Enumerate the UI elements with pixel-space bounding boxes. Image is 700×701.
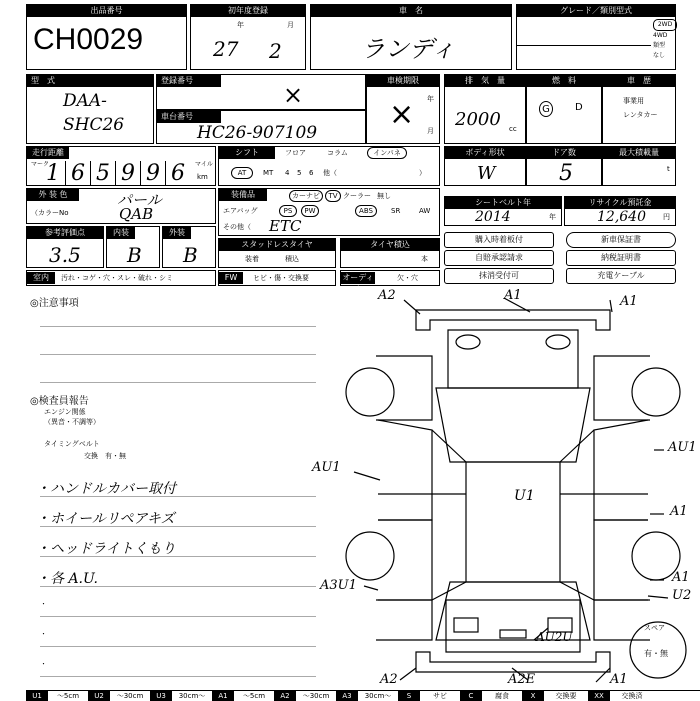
inspection-month-unit: 月 [427, 127, 434, 135]
studless-unit: 本 [421, 255, 428, 263]
reg-no-value: × [283, 81, 304, 109]
audio-options: 欠・穴 [397, 274, 418, 282]
model-value-1: DAA- [63, 91, 107, 111]
interior-value: B [127, 243, 142, 267]
legend-value: ～30cm [116, 692, 144, 700]
recycle-unit: 円 [663, 213, 670, 221]
right-fender [594, 356, 650, 420]
studless-loaded: 積込 [285, 255, 299, 263]
body-value: W [477, 163, 496, 184]
damage-label-right-rear: U2 [672, 588, 692, 603]
shift-at: AT [231, 167, 253, 179]
bullet-dot: ・ [40, 630, 47, 638]
lot-number: CH0029 [33, 23, 144, 56]
timing-value: 交換 有・無 [84, 452, 126, 460]
legend-value: ～30cm [302, 692, 330, 700]
legend-value: 腐食 [495, 692, 509, 700]
legend-key: A3 [336, 691, 358, 701]
hood [448, 330, 578, 388]
report-item: ・ホイールリペアキズ [36, 511, 175, 527]
shift-other-close: ） [419, 169, 426, 177]
plate [500, 630, 526, 638]
wheel-rear-left [346, 532, 394, 580]
drive-2wd: 2WD [653, 19, 677, 31]
engine-label: エンジン関係 [44, 408, 86, 416]
left-rear-door [378, 520, 432, 600]
model-label: 型 式 [27, 75, 153, 87]
equip-aw: AW [419, 207, 431, 215]
history-rental: レンタカー [623, 111, 658, 119]
history-label: 車 歴 [603, 75, 675, 87]
shift-6: 6 [309, 169, 314, 177]
lot-label: 出品番号 [27, 5, 186, 17]
interior-cond: 汚れ・コゲ・穴・スレ・破れ・シミ [61, 274, 173, 282]
equip-label: 装備品 [219, 189, 267, 201]
legend-value: 交換済 [621, 692, 643, 700]
model-value-2: SHC26 [63, 115, 125, 135]
equip-cooler: クーラー [343, 192, 371, 200]
exterior-label: 外 装 色 [27, 189, 79, 201]
equip-pw: PW [301, 205, 319, 217]
capacity-label: 最大積載量 [603, 147, 675, 159]
seatbelt-unit: 年 [549, 213, 556, 221]
mileage-digit: 6 [171, 161, 185, 186]
damage-label-front-left: A2 [378, 288, 396, 303]
equip-tv: TV [325, 190, 341, 202]
fw-options: ヒビ・傷・交換要 [253, 274, 309, 282]
doc-insurance: 自賠承認請求 [444, 250, 554, 266]
inspector-label: ◎検査員報告 [30, 396, 89, 407]
report-item: ・ハンドルカバー取付 [36, 481, 176, 497]
legend-value: 30cm～ [178, 692, 206, 700]
legend-key: S [398, 691, 420, 701]
chassis-value: HC26-907109 [197, 123, 318, 143]
legend-value: 30cm～ [364, 692, 392, 700]
chassis-label: 車台番号 [157, 111, 221, 123]
exterior-grade-value: B [183, 243, 198, 267]
seatbelt-label: シートベルト年 [445, 197, 561, 209]
doors-label: ドア数 [527, 147, 601, 159]
damage-label-front-center: A1 [504, 288, 522, 303]
shift-5: 5 [297, 169, 302, 177]
legend-key: A2 [274, 691, 296, 701]
exterior-value: パール [117, 191, 162, 209]
equip-other-value: ETC [269, 217, 302, 235]
left-fender [376, 356, 432, 420]
drive-none: なし [653, 52, 666, 59]
tailgate [446, 600, 580, 652]
timing-label: タイミングベルト [44, 440, 100, 448]
shift-column: コラム [327, 149, 348, 157]
interior-cond-label: 室内 [27, 272, 55, 284]
equip-none: 無し [377, 192, 391, 200]
right-quarter [594, 600, 650, 640]
recycle-label: リサイクル預託金 [565, 197, 675, 209]
equip-abs: ABS [355, 205, 377, 217]
reg-no-label: 登録番号 [157, 75, 221, 87]
doors-value: 5 [559, 161, 573, 186]
audio-label: オーディオ [342, 273, 374, 294]
car-name-label: 車 名 [311, 5, 511, 17]
right-front-door [594, 420, 648, 520]
engine-sub: （異音・不調等） [44, 418, 100, 426]
first-reg-label: 初年度登録 [191, 5, 305, 17]
bullet-dot: ・ [40, 660, 47, 668]
capacity-unit: t [667, 165, 670, 173]
damage-label-right-1: AU1 [668, 440, 697, 455]
mileage-label: 走行距離 [27, 147, 69, 159]
first-reg-year: 27 [213, 37, 239, 61]
exterior-grade-label: 外装 [163, 227, 191, 239]
score-label: 参考評価点 [27, 227, 103, 239]
damage-legend [26, 690, 700, 700]
spare-value: 有・無 [644, 649, 668, 658]
left-front-door [378, 420, 432, 520]
roof [466, 462, 560, 582]
year-unit: 年 [237, 21, 244, 29]
history-business: 事業用 [623, 97, 644, 105]
damage-label-rear-mid: A2E [508, 672, 536, 687]
drive-4wd: 4WD [653, 32, 668, 39]
score-value: 3.5 [49, 243, 81, 267]
equip-airbag: エアバッグ [223, 207, 258, 215]
doc-cable: 充電ケーブル [566, 268, 676, 284]
interior-label: 内装 [107, 227, 135, 239]
mileage-digit: 1 [41, 161, 66, 186]
shift-panel: インパネ [367, 147, 407, 159]
color-no-value: QAB [119, 205, 154, 223]
drive-type: 類型 [653, 42, 666, 49]
legend-value: 交換要 [555, 692, 577, 700]
body-label: ボディ形状 [445, 147, 525, 159]
legend-key: X [522, 691, 544, 701]
bullet-dot: ・ [40, 600, 47, 608]
equip-ps: PS [279, 205, 297, 217]
mileage-unit-km: km [197, 173, 208, 181]
fuel-label: 燃 料 [527, 75, 601, 87]
shift-mt: MT [263, 169, 274, 177]
legend-key: XX [588, 691, 610, 701]
studless-mounted: 装着 [245, 255, 259, 263]
legend-value: ～5cm [56, 692, 80, 700]
report-item: ・ヘッドライトくもり [36, 541, 176, 557]
legend-key: A1 [212, 691, 234, 701]
doc-purchase: 購入時着板付 [444, 232, 554, 248]
mileage-unit-mile: マイル [195, 161, 213, 168]
color-no-label: （カラーNo [31, 209, 69, 217]
mileage-digit: 9 [141, 161, 166, 186]
caution-label: ◎注意事項 [30, 298, 79, 309]
doc-cancel: 抹消受付可 [444, 268, 554, 284]
mileage-digit: 6 [66, 161, 91, 186]
car-name: ランディ [361, 35, 456, 63]
shift-4: 4 [285, 169, 290, 177]
front-bumper [416, 310, 610, 330]
legend-key: U3 [150, 691, 172, 701]
tire-label: タイヤ積込 [341, 239, 439, 251]
recycle-value: 12,640 [597, 209, 646, 225]
damage-label-right-3: A1 [672, 570, 690, 585]
first-reg-month: 2 [269, 39, 282, 63]
taillight-left [454, 618, 478, 632]
studless-label: スタッドレスタイヤ [219, 239, 335, 251]
legend-value: ～5cm [242, 692, 266, 700]
fuel-d: D [575, 102, 583, 113]
mileage-sub: マーク [31, 161, 50, 168]
fuel-g: G [539, 101, 553, 117]
month-unit: 月 [287, 21, 294, 29]
displacement-unit: cc [509, 125, 517, 133]
legend-key: C [460, 691, 482, 701]
left-quarter [376, 600, 432, 640]
damage-label-front-right: A1 [620, 294, 638, 309]
wheel-front-right [632, 368, 680, 416]
damage-label-left-rear: A3U1 [320, 578, 357, 593]
damage-label-center: U1 [514, 488, 535, 504]
fw-label: FW [219, 272, 243, 284]
legend-value: サビ [433, 692, 447, 700]
seatbelt-value: 2014 [475, 209, 511, 225]
inspection-year-unit: 年 [427, 95, 434, 103]
equip-sr: SR [391, 207, 401, 215]
shift-label: シフト [219, 147, 275, 159]
legend-key: U2 [88, 691, 110, 701]
damage-label-left-door: AU1 [312, 460, 341, 475]
damage-label-right-2: A1 [670, 504, 688, 519]
headlight-right [546, 335, 570, 349]
damage-label-rear-left: A2 [380, 672, 398, 687]
inspection-value: × [389, 97, 415, 132]
mileage-digit: 9 [116, 161, 141, 186]
inspection-label: 車検期限 [367, 75, 439, 87]
grade-label: グレード／類別型式 [517, 5, 675, 17]
shift-floor: フロア [285, 149, 306, 157]
damage-label-rear-right: A1 [610, 672, 628, 687]
damage-label-rear-center: AU2U [536, 630, 573, 644]
equip-navi: カーナビ [289, 190, 323, 202]
displacement-value: 2000 [455, 109, 501, 130]
spare-label: スペア [644, 624, 665, 632]
windshield [436, 388, 590, 462]
equip-other-label: その他（ [223, 223, 251, 231]
headlight-left [456, 335, 480, 349]
mileage-digit: 5 [91, 161, 116, 186]
wheel-front-left [346, 368, 394, 416]
legend-key: U1 [26, 691, 48, 701]
shift-other: 他（ [323, 169, 337, 177]
right-rear-door [594, 520, 648, 600]
doc-tax: 納税証明書 [566, 250, 676, 266]
displacement-label: 排 気 量 [445, 75, 525, 87]
report-item: ・各 A.U. [36, 571, 98, 587]
doc-warranty: 新車保証書 [566, 232, 676, 248]
